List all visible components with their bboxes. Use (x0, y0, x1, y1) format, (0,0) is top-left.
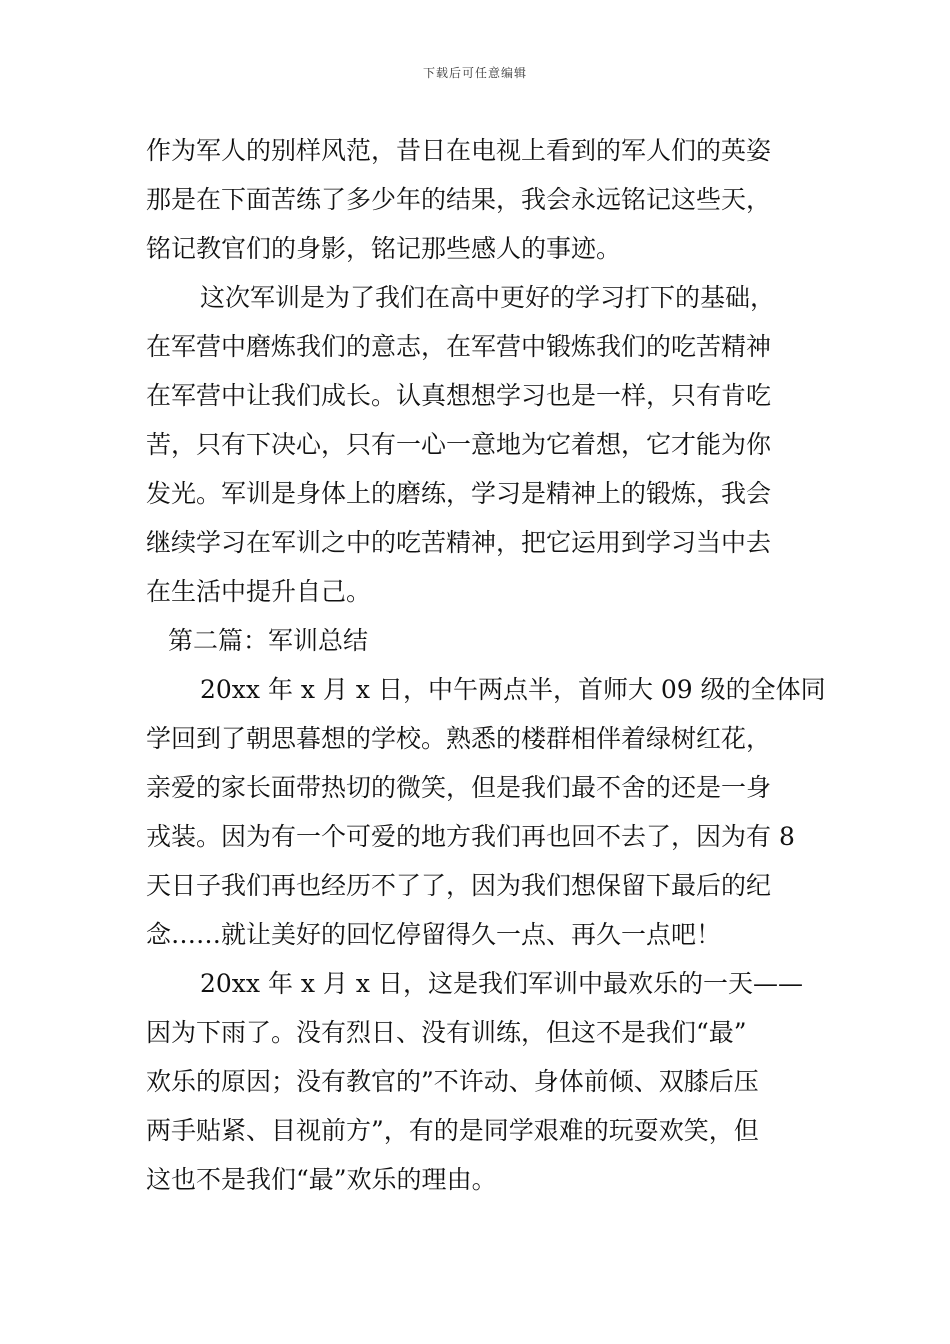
text-line: 戎装。因为有一个可爱的地方我们再也回不去了，因为有 8 (146, 822, 795, 851)
text-line: 亲爱的家长面带热切的微笑，但是我们最不舍的还是一身 (146, 773, 772, 802)
text-line: 在生活中提升自己。 (146, 577, 372, 606)
section-heading: 第二篇：军训总结 (168, 626, 369, 655)
text-line: 这也不是我们“最”欢乐的理由。 (146, 1165, 497, 1194)
text-line: 那是在下面苦练了多少年的结果，我会永远铭记这些天， (146, 185, 772, 214)
text-line: 念……就让美好的回忆停留得久一点、再久一点吧！ (146, 920, 722, 949)
text-line: 天日子我们再也经历不了了，因为我们想保留下最后的纪 (146, 871, 772, 900)
text-line: 两手贴紧、目视前方”，有的是同学艰难的玩耍欢笑，但 (146, 1116, 759, 1145)
text-line: 欢乐的原因；没有教官的”不许动、身体前倾、双膝后压 (146, 1067, 759, 1096)
paragraph-start-line: 20xx 年 x 月 x 日，这是我们军训中最欢乐的一天—— (200, 969, 803, 998)
paragraph-start-line: 20xx 年 x 月 x 日，中午两点半，首师大 09 级的全体同 (200, 675, 826, 704)
text-line: 作为军人的别样风范，昔日在电视上看到的军人们的英姿 (146, 136, 772, 165)
paragraph-start-line: 这次军训是为了我们在高中更好的学习打下的基础， (200, 283, 776, 312)
text-line: 铭记教官们的身影，铭记那些感人的事迹。 (146, 234, 622, 263)
document-body (146, 126, 826, 1204)
text-line: 在军营中让我们成长。认真想想学习也是一样，只有肯吃 (146, 381, 772, 410)
text-line: 继续学习在军训之中的吃苦精神，把它运用到学习当中去 (146, 528, 772, 557)
page-header: 下载后可任意编辑 (422, 66, 527, 80)
text-line: 在军营中磨炼我们的意志，在军营中锻炼我们的吃苦精神 (146, 332, 772, 361)
text-line: 苦，只有下决心，只有一心一意地为它着想，它才能为你 (146, 430, 772, 459)
text-line: 学回到了朝思暮想的学校。熟悉的楼群相伴着绿树红花， (146, 724, 772, 753)
text-line: 因为下雨了。没有烈日、没有训练，但这不是我们“最” (146, 1018, 747, 1047)
text-line: 发光。军训是身体上的磨练，学习是精神上的锻炼，我会 (146, 479, 772, 508)
